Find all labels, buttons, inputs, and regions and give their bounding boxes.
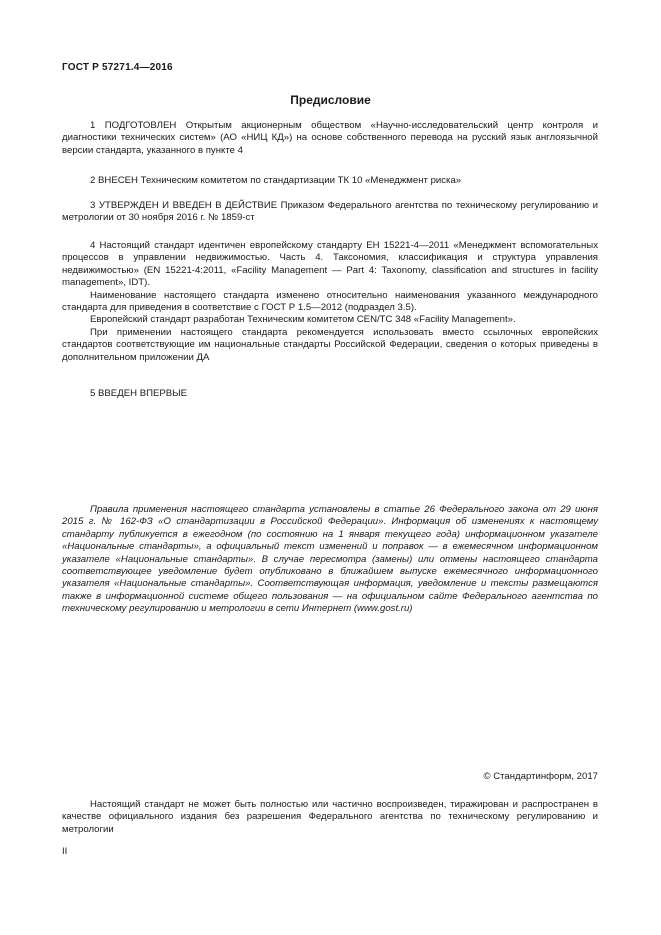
item-4-tc-info: Европейский стандарт разработан Техническим комитетом CEN/TC 348 «Facility Management». (90, 314, 516, 326)
page-number: II (62, 846, 68, 857)
item-1 (62, 120, 598, 157)
item-5 (62, 388, 598, 400)
item-2 (62, 175, 598, 187)
item-4-text: 4 Настоящий стандарт идентичен европейскому стандарту ЕН 15221-4—2011 «Менеджмент вспомогательных процессов в управлении недвижимостью. Часть 4. Таксономия, классификация и структура управления недвижимостью» (EN 15221-4:2011, «Facility Management — Part 4: Taxonomy, classification and structures in facility management», IDT). (62, 240, 598, 289)
item-1-text: 1 ПОДГОТОВЛЕН Открытым акционерным обществом «Научно-исследовательский центр контроля и диагностики технических систем» (АО «НИЦ КД») на основе собственного перевода на русский язык англоязычной версии стандарта, указанного в пункте 4 (62, 120, 598, 156)
item-2-text: 2 ВНЕСЕН Техническим комитетом по стандартизации ТК 10 «Менеджмент риска» (90, 175, 462, 186)
item-4-name-change: Наименование настоящего стандарта изменено относительно наименования указанного международного стандарта для приведения в соответствие с ГОСТ Р 1.5—2012 (подраздел 3.5). (62, 289, 598, 314)
item-3-text: 3 УТВЕРЖДЕН И ВВЕДЕН В ДЕЙСТВИЕ Приказом Федерального агентства по техническому регулированию и метрологии от 30 ноября 2016 г. № 1859-ст (62, 200, 598, 224)
item-4-refs: При применении настоящего стандарта рекомендуется использовать вместо ссылочных европейских стандартов соответствующие им национальные стандарты Российской Федерации, сведения о которых приведены в дополнительном приложении ДА (62, 326, 598, 363)
item-3 (62, 200, 598, 225)
document-code: ГОСТ Р 57271.4—2016 (62, 62, 173, 73)
section-title: Предисловие (290, 93, 371, 107)
reproduction-notice: Настоящий стандарт не может быть полностью или частично воспроизведен, тиражирован и распространен в качестве официального издания без разрешения Федерального агентства по техническому регулированию и метрологии (62, 799, 598, 835)
item-5-text: 5 ВВЕДЕН ВПЕРВЫЕ (90, 388, 188, 399)
item-4 (62, 240, 598, 364)
standard-notice: Правила применения настоящего стандарта установлены в статье 26 Федерального закона от 29 июня 2015 г. № 162-ФЗ «О стандартизации в Российской Федерации». Информация об изменениях к настоящему стандарту публикуется в ежегодном (по состоянию на 1 января текущего года) информационном указателе «Национальные стандарты», а официальный текст изменений и поправок — в ежемесячном информационном указателе «Национальные стандарты». В случае пересмотра (замены) или отмены настоящего стандарта соответствующее уведомление будет опубликовано в ближайшем выпуске ежемесячного информационного указателя «Национальные стандарты». Соответствующая информация, уведомление и тексты размещаются также в информационной системе общего пользования — на официальном сайте Федерального агентства по техническому регулированию и метрологии в сети Интернет (www.gost.ru) (62, 504, 598, 615)
copyright: © Стандартинформ, 2017 (483, 771, 598, 782)
